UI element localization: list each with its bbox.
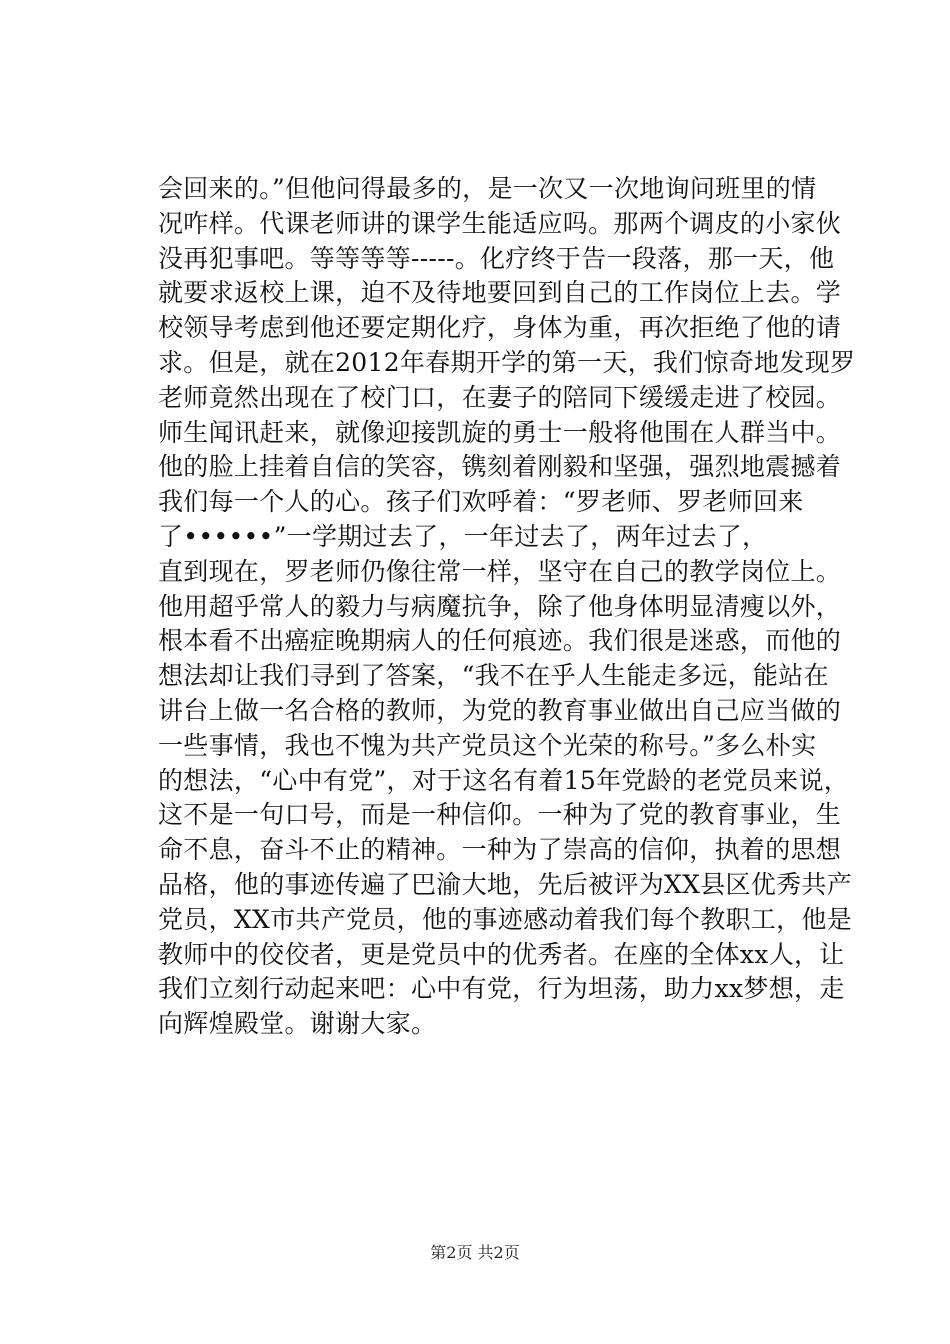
paragraph-line: 想法却让我们寻到了答案，“我不在乎人生能走多远，能站在: [158, 661, 829, 691]
paragraph-line: 党员，XX市共产党员，他的事迹感动着我们每个教职工，他是: [158, 904, 852, 934]
paragraph-line: 一些事情，我也不愧为共产党员这个光荣的称号。”多么朴实: [158, 730, 817, 760]
paragraph-line: 的想法，“心中有党”，对于这名有着15年党龄的老党员来说，: [158, 765, 850, 795]
paragraph-line: 校领导考虑到他还要定期化疗，身体为重，再次拒绝了他的请: [158, 313, 842, 343]
page-number-footer: 第2页 共2页: [430, 1243, 520, 1262]
paragraph-line: 我们立刻行动起来吧：心中有党，行为坦荡，助力xx梦想，走: [158, 974, 845, 1004]
paragraph-line: 他用超乎常人的毅力与病魔抗争，除了他身体明显清瘦以外，: [158, 591, 842, 621]
paragraph-line: 根本看不出癌症晚期病人的任何痕迹。我们很是迷惑，而他的: [158, 626, 842, 656]
paragraph-line: 师生闻讯赶来，就像迎接凯旋的勇士一般将他围在人群当中。: [158, 417, 842, 447]
paragraph-line: 向辉煌殿堂。谢谢大家。: [158, 1009, 437, 1039]
paragraph-line: 教师中的佼佼者，更是党员中的优秀者。在座的全体xx人，让: [158, 939, 845, 969]
paragraph-line: 直到现在，罗老师仍像往常一样，坚守在自己的教学岗位上。: [158, 556, 842, 586]
paragraph-line: 命不息，奋斗不止的精神。一种为了崇高的信仰，执着的思想: [158, 835, 842, 865]
paragraph-line: 了••••••”一学期过去了，一年过去了，两年过去了，: [158, 521, 768, 551]
paragraph-line: 这不是一句口号，而是一种信仰。一种为了党的教育事业，生: [158, 800, 842, 830]
paragraph-line: 老师竟然出现在了校门口，在妻子的陪同下缓缓走进了校园。: [158, 382, 842, 412]
paragraph-line: 就要求返校上课，迫不及待地要回到自己的工作岗位上去。学: [158, 278, 842, 308]
paragraph-line: 会回来的。”但他问得最多的，是一次又一次地询问班里的情: [158, 174, 817, 203]
paragraph-line: 没再犯事吧。等等等等-----。化疗终于告一段落，那一天，他: [158, 243, 835, 273]
paragraph-line: 品格，他的事迹传遍了巴渝大地，先后被评为XX县区优秀共产: [158, 869, 852, 899]
paragraph-line: 讲台上做一名合格的教师，为党的教育事业做出自己应当做的: [158, 695, 842, 725]
paragraph-line: 求。但是，就在2012年春期开学的第一天，我们惊奇地发现罗: [158, 347, 856, 377]
speech-body-paragraph: [158, 172, 856, 1042]
paragraph-line: 他的脸上挂着自信的笑容，镌刻着刚毅和坚强，强烈地震撼着: [158, 452, 842, 482]
paragraph-line: 我们每一个人的心。孩子们欢呼着：“罗老师、罗老师回来: [158, 487, 804, 517]
paragraph-line: 况咋样。代课老师讲的课学生能适应吗。那两个调皮的小家伙: [158, 208, 842, 238]
